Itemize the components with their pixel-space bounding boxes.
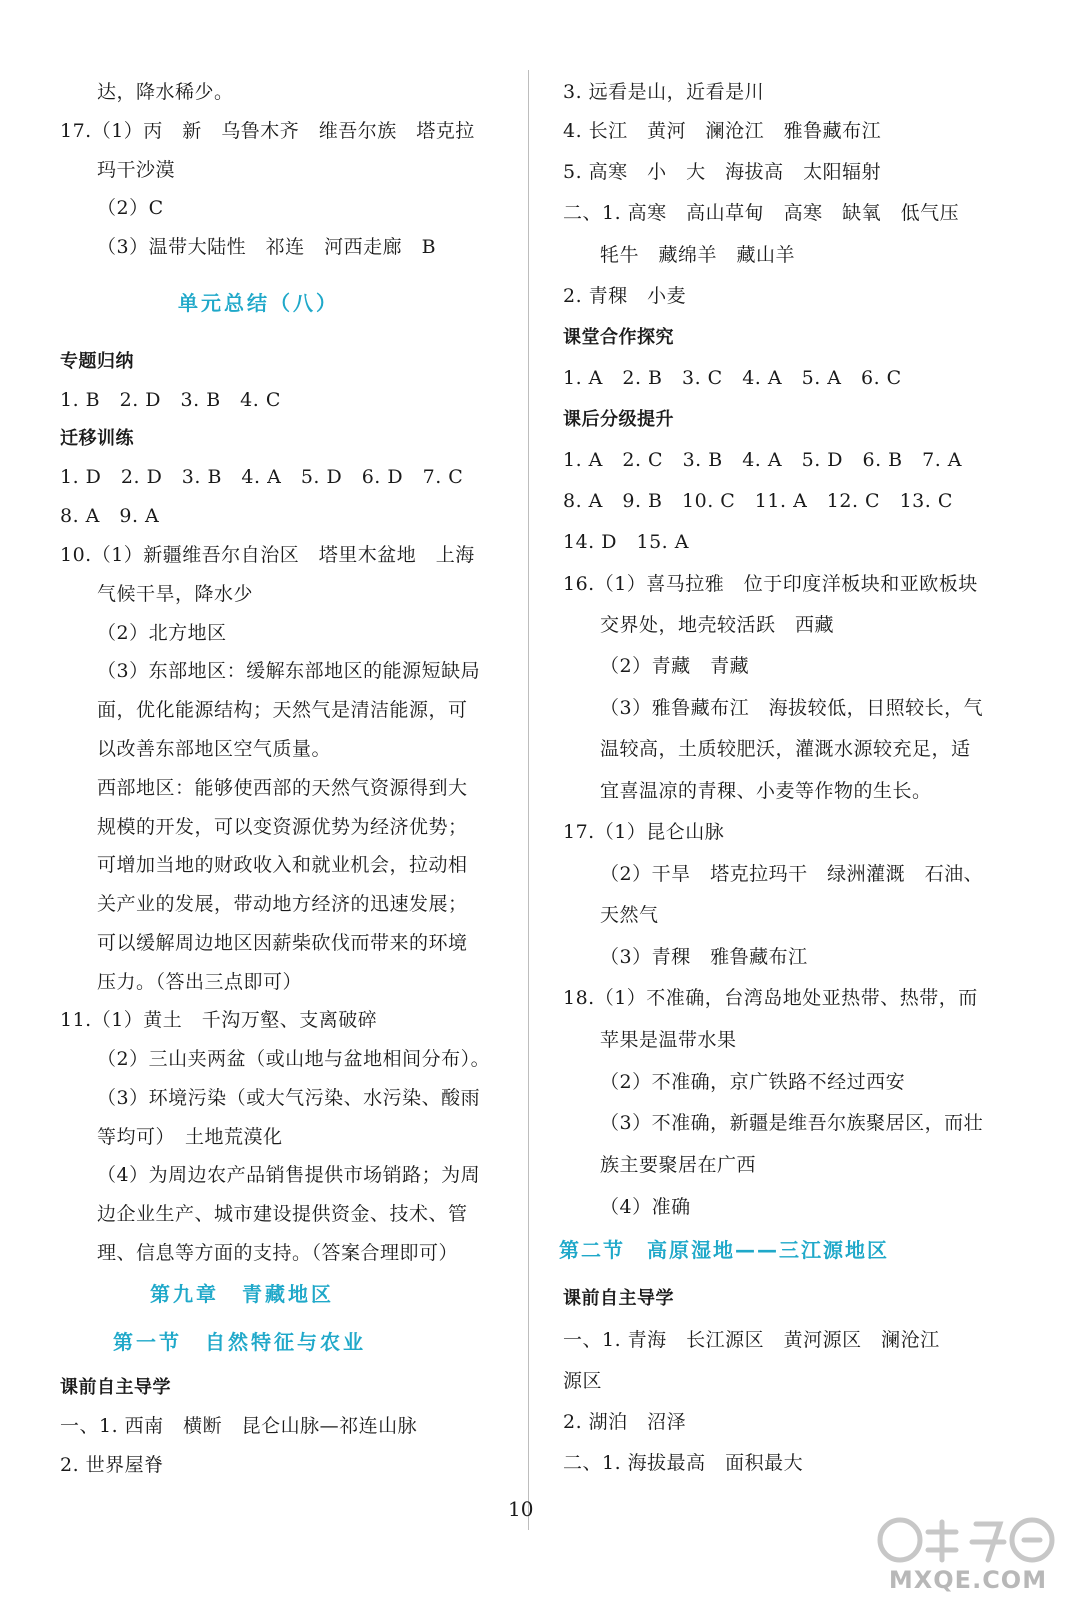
text-line: 等均可） 土地荒漠化 xyxy=(97,1126,283,1148)
answer-row: 二、1. 高寒 高山草甸 高寒 缺氧 低气压 xyxy=(563,202,960,224)
text-line: （3）环境污染（或大气污染、水污染、酸雨 xyxy=(97,1087,481,1109)
question-11: 11.（1）黄土 千沟万壑、支离破碎 xyxy=(60,1009,378,1031)
watermark-text: MXQE.COM xyxy=(888,1566,1048,1594)
answer-row: 2. 湖泊 沼泽 xyxy=(563,1411,687,1433)
answer-row: 1. D 2. D 3. B 4. A 5. D 6. D 7. C xyxy=(60,466,464,488)
answer-row: 8. A 9. B 10. C 11. A 12. C 13. C xyxy=(563,490,953,512)
text-line: （2）干旱 塔克拉玛干 绿洲灌溉 石油、 xyxy=(600,863,984,885)
text-line: 达，降水稀少。 xyxy=(97,81,234,103)
question-16: 16.（1）喜马拉雅 位于印度洋板块和亚欧板块 xyxy=(563,573,978,595)
text-line: （3）东部地区：缓解东部地区的能源短缺局 xyxy=(97,660,481,682)
section-heading: 迁移训练 xyxy=(60,428,134,449)
text-line: （2）C xyxy=(97,197,164,219)
text-line: （2）北方地区 xyxy=(97,622,227,644)
text-line: （3）温带大陆性 祁连 河西走廊 B xyxy=(97,236,437,258)
answer-row: 3. 远看是山，近看是川 xyxy=(563,81,765,103)
question-17: 17.（1）丙 新 乌鲁木齐 维吾尔族 塔克拉 xyxy=(60,120,475,142)
question-10: 10.（1）新疆维吾尔自治区 塔里木盆地 上海 xyxy=(60,544,475,566)
unit-summary-heading: 单元总结（八） xyxy=(178,291,339,315)
text-line: 交界处，地壳较活跃 西藏 xyxy=(600,614,835,636)
text-line: 宜喜温凉的青稞、小麦等作物的生长。 xyxy=(600,780,932,802)
answer-row: 1. A 2. C 3. B 4. A 5. D 6. B 7. A xyxy=(563,449,963,471)
text-line: 可以缓解周边地区因薪柴砍伐而带来的环境 xyxy=(97,932,468,954)
text-line: 理、信息等方面的支持。（答案合理即可） xyxy=(97,1242,459,1264)
text-line: 压力。（答出三点即可） xyxy=(97,971,303,993)
section-heading: 课前自主导学 xyxy=(60,1377,171,1398)
page-number: 10 xyxy=(508,1497,534,1521)
text-line: （4）为周边农产品销售提供市场销路；为周 xyxy=(97,1164,481,1186)
answer-row: 1. A 2. B 3. C 4. A 5. A 6. C xyxy=(563,367,902,389)
text-line: （2）三山夹两盆（或山地与盆地相间分布）。 xyxy=(97,1048,491,1070)
answer-row: 2. 世界屋脊 xyxy=(60,1454,164,1476)
question-18: 18.（1）不准确，台湾岛地处亚热带、热带，而 xyxy=(563,987,978,1009)
answer-row: 2. 青稞 小麦 xyxy=(563,285,687,307)
text-line: 边企业生产、城市建设提供资金、技术、管 xyxy=(97,1203,468,1225)
answer-row: 1. B 2. D 3. B 4. C xyxy=(60,389,281,411)
text-line: 天然气 xyxy=(600,904,659,926)
text-line: 西部地区：能够使西部的天然气资源得到大 xyxy=(97,777,468,799)
text-line: 苹果是温带水果 xyxy=(600,1029,737,1051)
text-line: （3）不准确，新疆是维吾尔族聚居区，而壮 xyxy=(600,1112,984,1134)
answer-row: 一、1. 西南 横断 昆仑山脉—祁连山脉 xyxy=(60,1415,418,1437)
answer-row: 14. D 15. A xyxy=(563,531,689,553)
answer-row: 一、1. 青海 长江源区 黄河源区 澜沧江 xyxy=(563,1329,940,1351)
text-line: 可增加当地的财政收入和就业机会，拉动相 xyxy=(97,854,468,876)
section-heading: 课前自主导学 xyxy=(563,1288,674,1309)
text-line: 族主要聚居在广西 xyxy=(600,1154,757,1176)
column-divider xyxy=(528,70,529,1530)
text-line: （2）青藏 青藏 xyxy=(600,655,750,677)
text-line: 温较高，土质较肥沃，灌溉水源较充足，适 xyxy=(600,738,971,760)
answer-row: 4. 长江 黄河 澜沧江 雅鲁藏布江 xyxy=(563,120,882,142)
text-line: 牦牛 藏绵羊 藏山羊 xyxy=(600,244,796,266)
text-line: （2）不准确，京广铁路不经过西安 xyxy=(600,1071,906,1093)
text-line: 关产业的发展，带动地方经济的迅速发展； xyxy=(97,893,468,915)
text-line: 规模的开发，可以变资源优势为经济优势； xyxy=(97,816,468,838)
text-line: （3）青稞 雅鲁藏布江 xyxy=(600,946,808,968)
text-line: 气候干旱，降水少 xyxy=(97,583,254,605)
section-heading: 课堂合作探究 xyxy=(563,327,674,348)
text-line: （3）雅鲁藏布江 海拔较低，日照较长，气 xyxy=(600,697,984,719)
section-title: 第二节 高原湿地——三江源地区 xyxy=(559,1238,889,1262)
text-line: 玛干沙漠 xyxy=(97,159,176,181)
section-heading: 课后分级提升 xyxy=(563,409,674,430)
answer-row: 二、1. 海拔最高 面积最大 xyxy=(563,1452,804,1474)
section-title: 第一节 自然特征与农业 xyxy=(113,1330,366,1354)
question-17: 17.（1）昆仑山脉 xyxy=(563,821,725,843)
text-line: 面，优化能源结构；天然气是清洁能源，可 xyxy=(97,699,468,721)
chapter-heading: 第九章 青藏地区 xyxy=(150,1282,334,1306)
section-heading: 专题归纳 xyxy=(60,351,134,372)
text-line: 源区 xyxy=(563,1370,603,1392)
answer-row: 5. 高寒 小 大 海拔高 太阳辐射 xyxy=(563,161,882,183)
text-line: （4）准确 xyxy=(600,1196,691,1218)
text-line: 以改善东部地区空气质量。 xyxy=(97,738,332,760)
answer-row: 8. A 9. A xyxy=(60,505,160,527)
